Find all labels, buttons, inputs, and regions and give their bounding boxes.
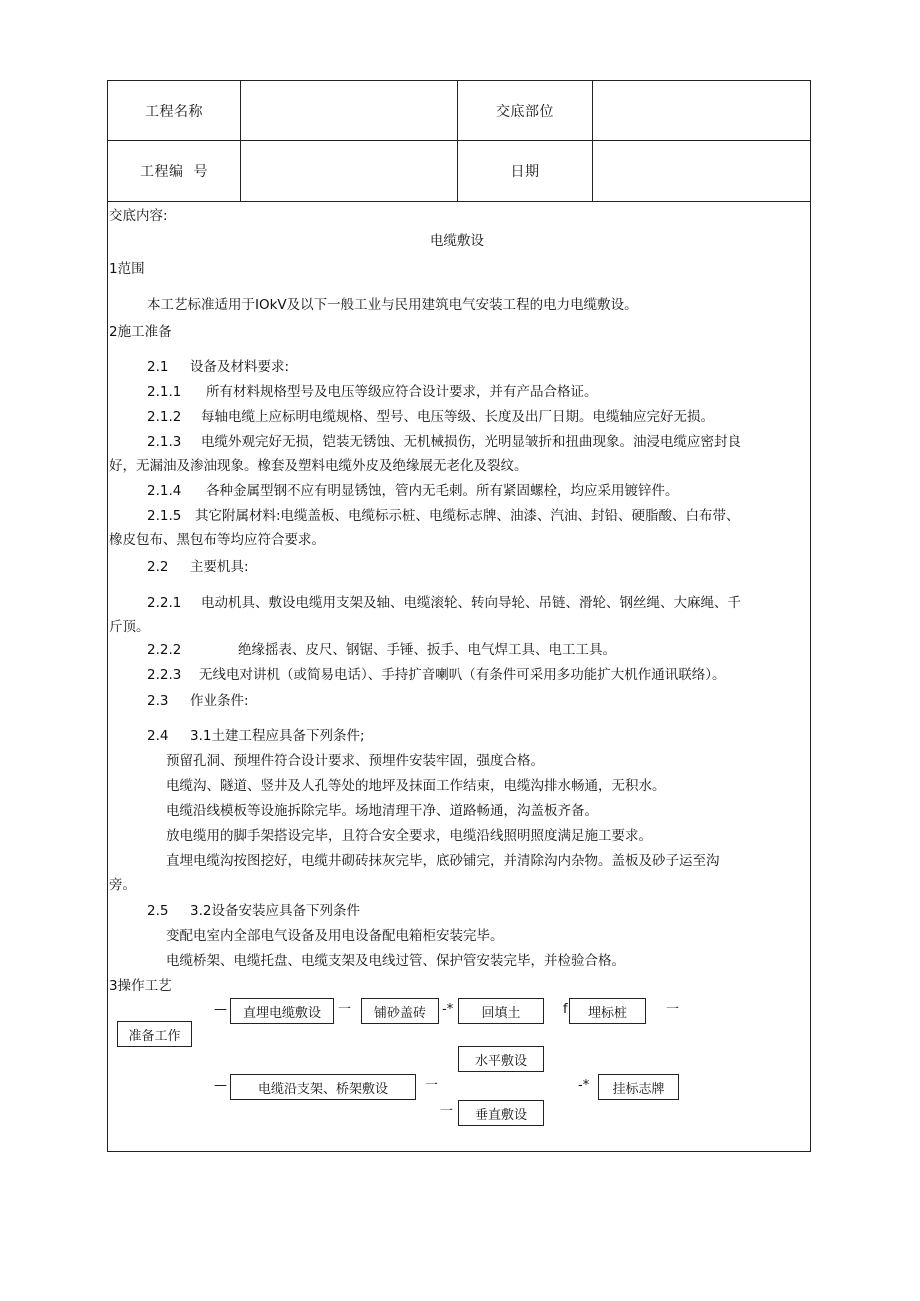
flow-connector-2: 一 [338,1002,352,1017]
flow-connector-3: f [563,1002,568,1017]
s25-line-2: 电缆桥架、电缆托盘、电缆支架及电线过管、保护管安装完毕，并检验合格。 [166,953,625,969]
s211-num: 2.1.1 [147,384,182,400]
section-1-heading: 1范围 [109,261,145,277]
s223-text: 无线电对讲机（或简易电话）、手持扩音喇叭（有条件可采用多功能扩大机作通讯联络）。 [199,667,726,683]
s212-text: 每轴电缆上应标明电缆规格、型号、电压等级、长度及出厂日期。电缆轴应完好无损。 [201,409,714,425]
section-2-heading: 2施工准备 [109,324,172,340]
s212-num: 2.1.2 [147,409,182,425]
flow-prep: 准备工作 [117,1021,192,1047]
s215-text-a: 其它附属材料:电缆盖板、电缆标示桩、电缆标志牌、油漆、汽油、封铅、硬脂酸、白布带、 [195,508,740,524]
s215-text-b: 橡皮包布、黑包布等均应符合要求。 [109,532,325,548]
row-divider-2 [108,201,810,202]
s23-num: 2.3 [147,693,169,709]
s24-text: 3.1土建工程应具备下列条件; [190,728,365,744]
flow-vertical: 垂直敷设 [458,1100,544,1126]
s25-text: 3.2设备安装应具备下列条件 [190,903,360,919]
flow-marker-post: 埋标桩 [569,998,646,1024]
s23-text: 作业条件: [190,693,249,709]
s24-line-5b: 旁。 [109,877,136,893]
s221-num: 2.2.1 [147,595,182,611]
project-name-value[interactable] [241,81,457,140]
s214-text: 各种金属型钢不应有明显锈蚀，管内无毛刺。所有紧固螺栓，均应采用镀锌件。 [206,483,679,499]
s24-num: 2.4 [147,728,169,744]
s221-text-b: 斤顶。 [109,619,150,635]
flow-sand-bricks: 铺砂盖砖 [361,998,439,1024]
flow-connector-7: 一 [440,1104,454,1119]
s24-line-4: 放电缆用的脚手架搭设完毕，且符合安全要求，电缆沿线照明照度满足施工要求。 [166,828,652,844]
flow-arrow-1: -* [442,1002,454,1017]
flow-arrow-2: -* [578,1078,590,1093]
flow-connector-5: — [214,1078,227,1093]
s24-line-5a: 直埋电缆沟按图挖好，电缆井砌砖抹灰完毕，底砂铺完，并清除沟内杂物。盖板及砂子运至沟 [166,853,720,869]
project-name-label: 工程名称 [145,103,203,120]
s25-num: 2.5 [147,903,169,919]
s222-num: 2.2.2 [147,642,182,658]
s25-line-1: 变配电室内全部电气设备及用电设备配电箱柜安装完毕。 [166,928,504,944]
flow-backfill: 回填土 [458,998,544,1024]
s21-text: 设备及材料要求: [190,359,290,375]
section-3-heading: 3操作工艺 [109,978,172,994]
date-label: 日期 [510,164,540,180]
flow-horizontal: 水平敷设 [458,1046,544,1072]
s223-num: 2.2.3 [147,667,182,683]
content-label: 交底内容: [109,208,168,224]
s21-num: 2.1 [147,359,169,375]
s215-num: 2.1.5 [147,508,182,524]
s24-line-3: 电缆沿线模板等设施拆除完毕。场地清理干净、道路畅通，沟盖板齐备。 [166,803,598,819]
s22-text: 主要机具: [190,559,249,575]
project-no-value[interactable] [241,141,457,201]
s221-text-a: 电动机具、敷设电缆用支架及轴、电缆滚轮、转向导轮、吊链、滑轮、钢丝绳、大麻绳、千 [201,595,741,611]
s22-num: 2.2 [147,559,169,575]
flow-connector-4: 一 [666,1002,680,1017]
flow-direct-burial: 直埋电缆敷设 [230,998,334,1024]
flow-hang-tag: 挂标志牌 [598,1074,679,1100]
s211-text: 所有材料规格型号及电压等级应符合设计要求，并有产品合格证。 [206,384,598,400]
s24-line-2: 电缆沟、隧道、竖井及人孔等处的地坪及抹面工作结束，电缆沟排水畅通，无积水。 [166,778,666,794]
s214-num: 2.1.4 [147,483,182,499]
s222-text: 绝缘摇表、皮尺、钢锯、手锤、扳手、电气焊工具、电工工具。 [238,642,616,658]
project-no-label: 工程编 号 [140,164,208,180]
flow-connector-6: 一 [425,1078,439,1093]
flow-connector-1: — [214,1002,227,1017]
location-value[interactable] [593,81,810,140]
s213-num: 2.1.3 [147,434,182,450]
s24-line-1: 预留孔洞、预埋件符合设计要求、预埋件安装牢固，强度合格。 [166,753,544,769]
flow-tray-laying: 电缆沿支架、桥架敷设 [230,1074,416,1100]
doc-title: 电缆敷设 [430,233,484,249]
s213-text-b: 好，无漏油及渗油现象。橡套及塑料电缆外皮及绝缘展无老化及裂纹。 [109,458,528,474]
date-value[interactable] [593,141,810,201]
s213-text-a: 电缆外观完好无损，铠装无锈蚀、无机械损伤，光明显皱折和扭曲现象。油浸电缆应密封良 [201,434,741,450]
location-label: 交底部位 [496,103,554,120]
section-1-text: 本工艺标准适用于IOkV及以下一般工业与民用建筑电气安装工程的电力电缆敷设。 [147,297,638,313]
